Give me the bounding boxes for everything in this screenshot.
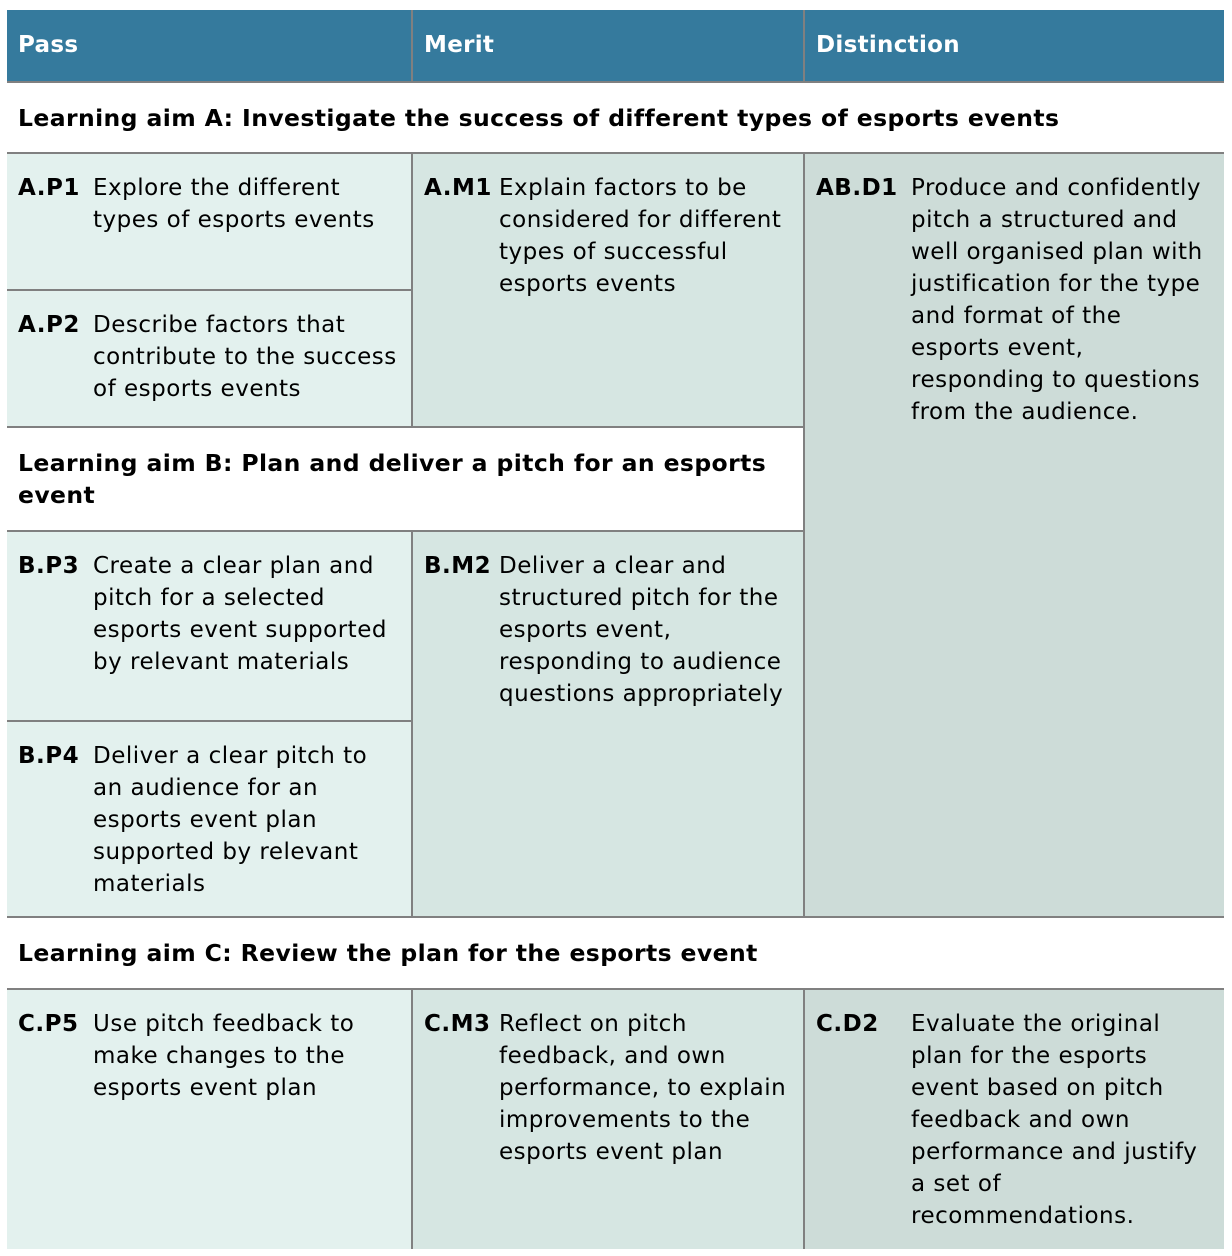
criterion-abd1 bbox=[805, 154, 1224, 916]
header-pass: Pass bbox=[7, 10, 411, 81]
criterion-code: A.M1 bbox=[424, 175, 492, 201]
criterion-code: C.P5 bbox=[18, 1011, 79, 1037]
criterion-bp4 bbox=[7, 722, 411, 916]
criterion-text: Reflect on pitch feedback, and own performance, to explain improvements to the esports event plan bbox=[499, 1011, 787, 1165]
learning-aim-a bbox=[7, 83, 1224, 152]
criterion-text: Explore the different types of esports events bbox=[93, 175, 375, 233]
criterion-cd2 bbox=[805, 990, 1224, 1249]
criterion-text: Evaluate the original plan for the esports event based on pitch feedback and own performance and justify a set of recommendations. bbox=[911, 1011, 1198, 1229]
criterion-ap2 bbox=[7, 291, 411, 426]
criterion-code: B.M2 bbox=[424, 553, 492, 579]
learning-aim-a-text: Learning aim A: Investigate the success of different types of esports events bbox=[18, 103, 1060, 132]
header-distinction: Distinction bbox=[805, 10, 1224, 81]
header-merit: Merit bbox=[413, 10, 803, 81]
criterion-text: Explain factors to be considered for different types of successful esports events bbox=[499, 175, 782, 297]
criterion-ap1 bbox=[7, 154, 411, 289]
criterion-code: A.P1 bbox=[18, 175, 80, 201]
criterion-code: B.P3 bbox=[18, 553, 80, 579]
criterion-code: A.P2 bbox=[18, 312, 80, 338]
criterion-text: Deliver a clear pitch to an audience for an esports event plan supported by relevant materials bbox=[93, 743, 368, 897]
criterion-cm3 bbox=[413, 990, 803, 1249]
criterion-code: B.P4 bbox=[18, 743, 80, 769]
criterion-code: C.D2 bbox=[816, 1011, 879, 1037]
criterion-am1 bbox=[413, 154, 803, 426]
criterion-code: C.M3 bbox=[424, 1011, 491, 1037]
grading-criteria-table bbox=[7, 10, 1224, 1249]
criterion-code: AB.D1 bbox=[816, 175, 898, 201]
criterion-bp3 bbox=[7, 532, 411, 720]
learning-aim-b-text: Learning aim B: Plan and deliver a pitch for an esports event bbox=[18, 449, 767, 509]
criterion-text: Use pitch feedback to make changes to the esports event plan bbox=[93, 1011, 355, 1101]
criterion-text: Produce and confidently pitch a structured and well organised plan with justification for the type and format of the esports event, responding to questions from the audience. bbox=[911, 175, 1203, 425]
criterion-cp5 bbox=[7, 990, 411, 1249]
criterion-text: Create a clear plan and pitch for a selected esports event supported by relevant materials bbox=[93, 553, 387, 675]
learning-aim-b bbox=[7, 428, 803, 530]
criterion-bm2 bbox=[413, 532, 803, 916]
criterion-text: Describe factors that contribute to the success of esports events bbox=[93, 312, 397, 402]
criterion-text: Deliver a clear and structured pitch for the esports event, responding to audience questions appropriately bbox=[499, 553, 784, 707]
learning-aim-c-text: Learning aim C: Review the plan for the esports event bbox=[18, 939, 758, 967]
learning-aim-c bbox=[7, 918, 1224, 988]
